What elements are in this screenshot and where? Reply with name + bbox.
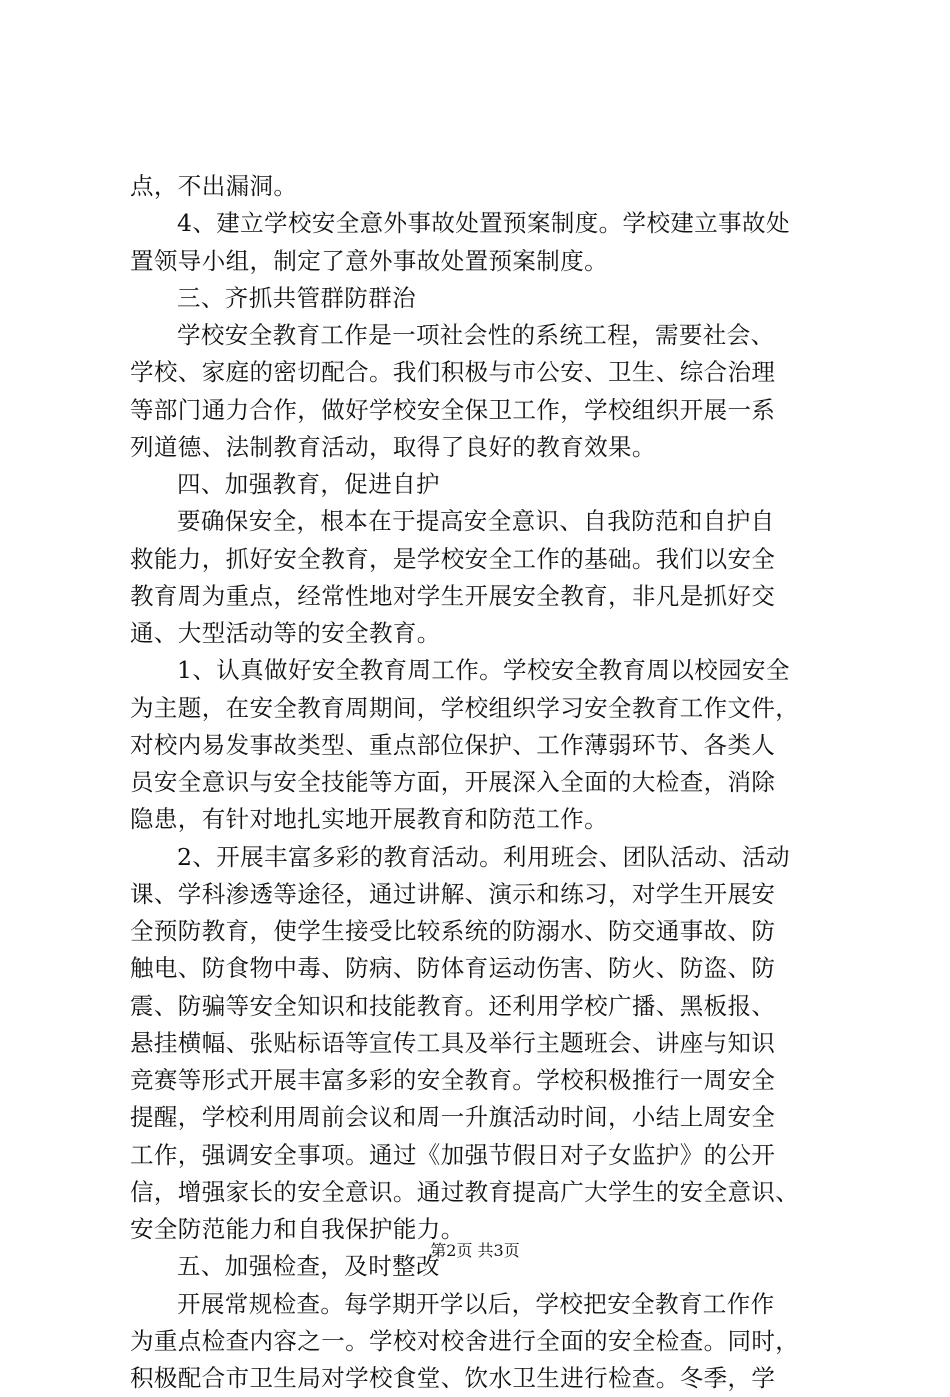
text-line: 1、认真做好安全教育周工作。学校安全教育周以校园安全	[177, 656, 790, 685]
page-footer: 第2页 共3页	[430, 1241, 520, 1260]
text-line: 学校、家庭的密切配合。我们积极与市公安、卫生、综合治理	[130, 358, 776, 387]
document-body	[130, 168, 850, 1397]
text-line: 4、建立学校安全意外事故处置预案制度。学校建立事故处	[177, 209, 790, 238]
text-line: 四、加强教育，促进自护	[177, 470, 440, 498]
text-line: 开展常规检查。每学期开学以后，学校把安全教育工作作	[177, 1289, 775, 1318]
text-line: 震、防骗等安全知识和技能教育。还利用学校广播、黑板报、	[130, 991, 776, 1020]
text-line: 安全防范能力和自我保护能力。	[130, 1215, 465, 1243]
text-line: 点，不出漏洞。	[130, 172, 298, 200]
text-line: 提醒，学校利用周前会议和周一升旗活动时间，小结上周安全	[130, 1103, 776, 1132]
text-line: 学校安全教育工作是一项社会性的系统工程，需要社会、	[177, 321, 775, 349]
text-line: 竞赛等形式开展丰富多彩的安全教育。学校积极推行一周安全	[130, 1066, 776, 1094]
text-line: 列道德、法制教育活动，取得了良好的教育效果。	[130, 432, 656, 461]
text-line: 五、加强检查，及时整改	[177, 1252, 440, 1281]
text-line: 隐患，有针对地扎实地开展教育和防范工作。	[130, 805, 608, 834]
text-line: 悬挂横幅、张贴标语等宣传工具及举行主题班会、讲座与知识	[130, 1028, 776, 1057]
text-line: 通、大型活动等的安全教育。	[130, 619, 441, 647]
text-line: 为重点检查内容之一。学校对校舍进行全面的安全检查。同时，	[130, 1326, 800, 1355]
text-line: 要确保安全，根本在于提高安全意识、自我防范和自护自	[177, 507, 775, 536]
text-line: 工作，强调安全事项。通过《加强节假日对子女监护》的公开	[130, 1140, 776, 1169]
text-line: 2、开展丰富多彩的教育活动。利用班会、团队活动、活动	[177, 842, 790, 871]
text-line: 三、齐抓共管群防群治	[177, 283, 416, 312]
text-line: 全预防教育，使学生接受比较系统的防溺水、防交通事故、防	[130, 917, 776, 945]
text-line: 触电、防食物中毒、防病、防体育运动伤害、防火、防盗、防	[130, 954, 776, 983]
text-line: 课、学科渗透等途径，通过讲解、演示和练习，对学生开展安	[130, 879, 776, 908]
text-line: 等部门通力合作，做好学校安全保卫工作，学校组织开展一系	[130, 395, 776, 424]
text-line: 积极配合市卫生局对学校食堂、饮水卫生进行检查。冬季，学	[130, 1364, 776, 1392]
text-line: 信，增强家长的安全意识。通过教育提高广大学生的安全意识、	[130, 1177, 800, 1206]
text-line: 为主题，在安全教育周期间，学校组织学习安全教育工作文件，	[130, 693, 800, 722]
text-line: 员安全意识与安全技能等方面，开展深入全面的大检查，消除	[130, 768, 776, 796]
text-line: 救能力，抓好安全教育，是学校安全工作的基础。我们以安全	[130, 544, 776, 573]
text-line: 教育周为重点，经常性地对学生开展安全教育，非凡是抓好交	[130, 581, 776, 610]
text-line: 置领导小组，制定了意外事故处置预案制度。	[130, 246, 608, 275]
text-line: 对校内易发事故类型、重点部位保护、工作薄弱环节、各类人	[130, 730, 776, 759]
